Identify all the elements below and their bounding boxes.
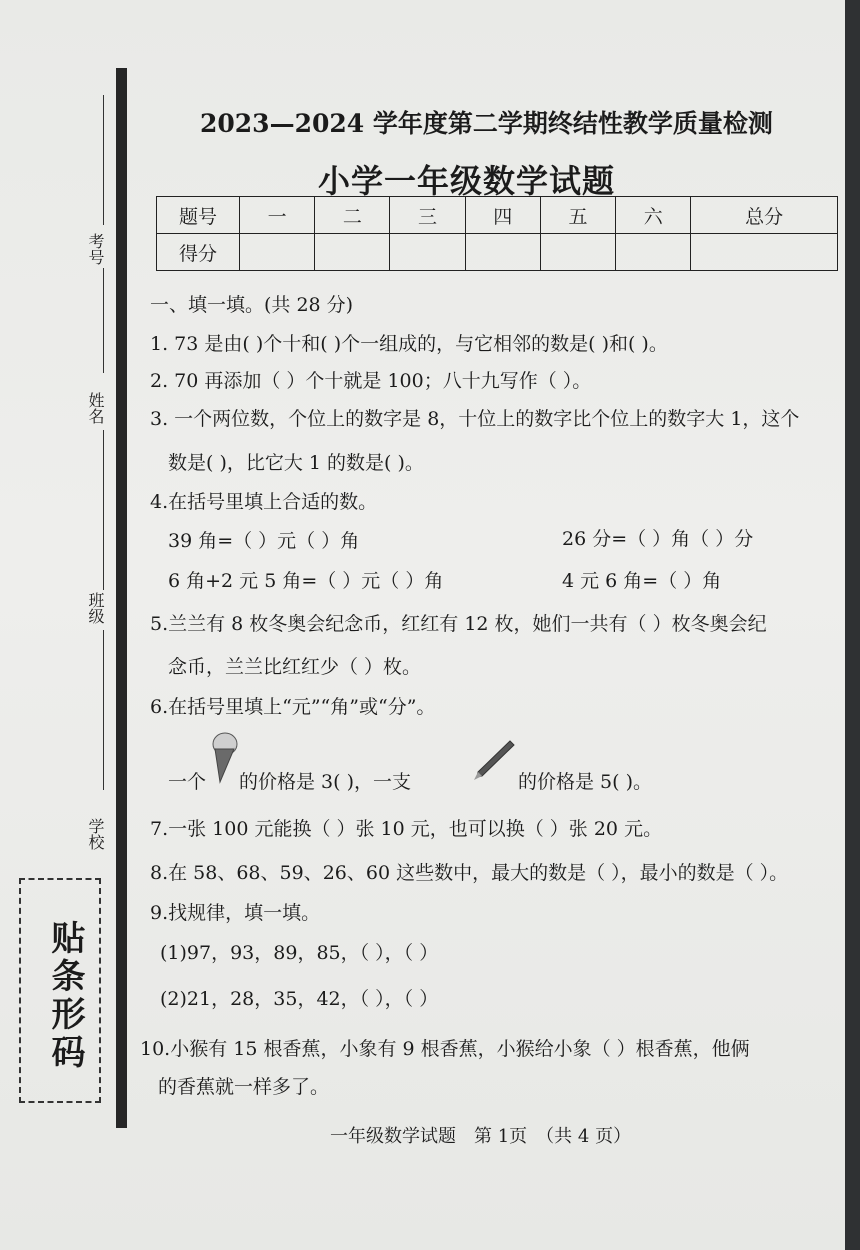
score-col-2: 二	[315, 197, 390, 234]
score-cell[interactable]	[315, 234, 390, 271]
pencil-icon	[470, 738, 516, 782]
question-10-line-2: 的香蕉就一样多了。	[158, 1076, 330, 1098]
score-col-4: 四	[465, 197, 540, 234]
question-2: 2. 70 再添加（ ）个十就是 100；八十九写作（ ）。	[150, 370, 592, 392]
score-cell[interactable]	[616, 234, 691, 271]
exam-header: 2023—2024 学年度第二学期终结性教学质量检测	[200, 109, 773, 138]
question-4d: 4 元 6 角=（ ）角	[562, 570, 722, 592]
exam-number-line	[103, 95, 104, 225]
question-6c: 的价格是 5( )。	[518, 771, 652, 793]
score-col-total: 总分	[691, 197, 838, 234]
score-cell[interactable]	[390, 234, 465, 271]
name-line	[103, 430, 104, 590]
question-3-line-2: 数是( )，比它大 1 的数是( )。	[168, 452, 424, 474]
name-label: 姓名	[86, 392, 105, 424]
score-cell[interactable]	[465, 234, 540, 271]
exam-number-label: 考号	[86, 233, 105, 265]
question-4a: 39 角=（ ）元（ ）角	[168, 530, 360, 552]
exam-title: 小学一年级数学试题	[318, 162, 616, 200]
score-header-label: 题号	[157, 197, 240, 234]
score-cell[interactable]	[540, 234, 615, 271]
score-col-1: 一	[240, 197, 315, 234]
barcode-box	[19, 878, 101, 1103]
score-table	[156, 196, 838, 271]
question-4: 4.在括号里填上合适的数。	[150, 491, 378, 513]
ice-cream-icon	[208, 732, 238, 784]
question-4b: 26 分=（ ）角（ ）分	[562, 528, 754, 550]
score-cell[interactable]	[240, 234, 315, 271]
score-col-5: 五	[540, 197, 615, 234]
exam-number-line-2	[103, 268, 104, 373]
question-8: 8.在 58、68、59、26、60 这些数中，最大的数是（ ），最小的数是（ ）。	[150, 862, 789, 884]
question-1: 1. 73 是由( )个十和( )个一组成的，与它相邻的数是( )和( )。	[150, 333, 668, 355]
barcode-label: 贴条形码	[45, 920, 85, 1072]
score-table-score-row	[157, 234, 838, 271]
question-7: 7.一张 100 元能换（ ）张 10 元，也可以换（ ）张 20 元。	[150, 818, 663, 840]
score-table-header-row	[157, 197, 838, 234]
background-edge	[845, 0, 860, 1250]
question-9-2: (2)21，28，35，42，（ ），（ ）	[160, 988, 439, 1010]
score-col-3: 三	[390, 197, 465, 234]
question-9-1: (1)97，93，89，85，（ ），（ ）	[160, 942, 439, 964]
score-row-label: 得分	[157, 234, 240, 271]
school-label: 学校	[86, 818, 105, 850]
question-5-line-2: 念币，兰兰比红红少（ ）枚。	[168, 656, 422, 678]
score-col-6: 六	[616, 197, 691, 234]
section-1-title: 一、填一填。(共 28 分)	[150, 294, 354, 316]
question-10-line-1: 10.小猴有 15 根香蕉，小象有 9 根香蕉，小猴给小象（ ）根香蕉，他俩	[140, 1038, 750, 1060]
question-4c: 6 角+2 元 5 角=（ ）元（ ）角	[168, 570, 444, 592]
page-footer: 一年级数学试题 第 1页 （共 4 页）	[330, 1126, 632, 1147]
score-cell[interactable]	[691, 234, 838, 271]
question-6a: 一个	[168, 771, 207, 793]
question-3-line-1: 3. 一个两位数，个位上的数字是 8，十位上的数字比个位上的数字大 1，这个	[150, 408, 800, 430]
class-label: 班级	[86, 592, 105, 624]
binding-bar	[116, 68, 127, 1128]
question-9: 9.找规律，填一填。	[150, 902, 321, 924]
question-5-line-1: 5.兰兰有 8 枚冬奥会纪念币，红红有 12 枚，她们一共有（ ）枚冬奥会纪	[150, 613, 767, 635]
question-6: 6.在括号里填上“元”“角”或“分”。	[150, 696, 436, 718]
class-line	[103, 630, 104, 790]
question-6b: 的价格是 3( )，一支	[239, 771, 411, 793]
